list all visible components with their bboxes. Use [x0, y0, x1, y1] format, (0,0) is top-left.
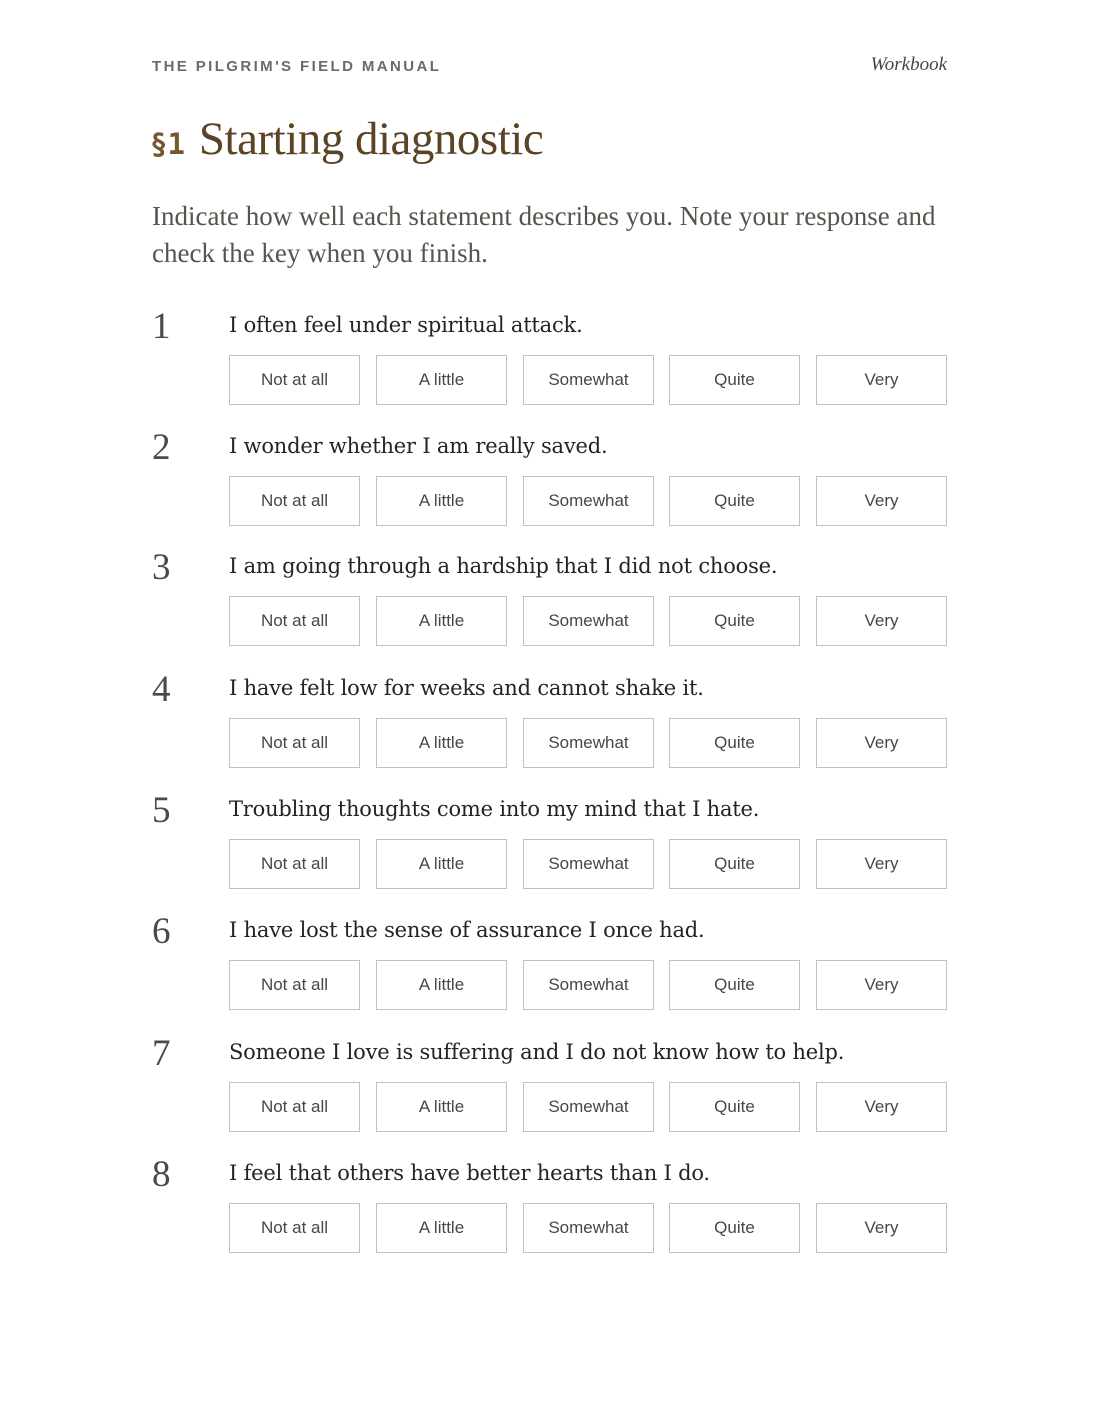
response-option-button[interactable]: Somewhat — [523, 596, 654, 646]
page-title: Starting diagnostic — [198, 113, 544, 165]
question-number: 5 — [152, 790, 171, 831]
response-options — [229, 839, 947, 889]
response-option-button[interactable]: Somewhat — [523, 960, 654, 1010]
response-option-button[interactable]: Not at all — [229, 596, 360, 646]
question-item — [152, 306, 952, 423]
response-option-button[interactable]: Not at all — [229, 355, 360, 405]
response-options — [229, 718, 947, 768]
response-option-button[interactable]: Somewhat — [523, 1203, 654, 1253]
response-option-button[interactable]: Not at all — [229, 476, 360, 526]
question-number: 4 — [152, 669, 171, 710]
question-item — [152, 1033, 952, 1150]
question-number: 1 — [152, 306, 171, 347]
response-option-button[interactable]: A little — [376, 355, 507, 405]
response-option-button[interactable]: Not at all — [229, 1082, 360, 1132]
response-option-button[interactable]: Very — [816, 960, 947, 1010]
page-header — [152, 56, 947, 80]
question-number: 3 — [152, 547, 171, 588]
instructions: Indicate how well each statement describes you. Note your response and check the key when you finish. — [152, 201, 936, 268]
question-item — [152, 547, 952, 664]
response-option-button[interactable]: Somewhat — [523, 1082, 654, 1132]
question-item — [152, 911, 952, 1028]
response-option-button[interactable]: Not at all — [229, 718, 360, 768]
response-option-button[interactable]: Somewhat — [523, 839, 654, 889]
response-option-button[interactable]: A little — [376, 960, 507, 1010]
question-text: I often feel under spiritual attack. — [229, 313, 583, 337]
response-option-button[interactable]: Somewhat — [523, 476, 654, 526]
response-option-button[interactable]: Very — [816, 476, 947, 526]
response-option-button[interactable]: Quite — [669, 355, 800, 405]
response-option-button[interactable]: Very — [816, 718, 947, 768]
response-options — [229, 596, 947, 646]
response-option-button[interactable]: A little — [376, 596, 507, 646]
response-option-button[interactable]: Not at all — [229, 1203, 360, 1253]
manual-title: THE PILGRIM'S FIELD MANUAL — [152, 58, 442, 75]
question-number: 2 — [152, 427, 171, 468]
response-option-button[interactable]: Somewhat — [523, 355, 654, 405]
response-option-button[interactable]: A little — [376, 476, 507, 526]
response-options — [229, 355, 947, 405]
response-option-button[interactable]: Quite — [669, 960, 800, 1010]
response-option-button[interactable]: Quite — [669, 718, 800, 768]
response-option-button[interactable]: Very — [816, 596, 947, 646]
response-options — [229, 476, 947, 526]
response-option-button[interactable]: Very — [816, 839, 947, 889]
question-text: I have lost the sense of assurance I once had. — [229, 918, 705, 942]
response-option-button[interactable]: A little — [376, 1082, 507, 1132]
response-options — [229, 960, 947, 1010]
response-option-button[interactable]: Not at all — [229, 839, 360, 889]
response-option-button[interactable]: Very — [816, 355, 947, 405]
response-option-button[interactable]: Very — [816, 1082, 947, 1132]
response-option-button[interactable]: Quite — [669, 596, 800, 646]
response-options — [229, 1203, 947, 1253]
response-option-button[interactable]: A little — [376, 718, 507, 768]
question-text: I have felt low for weeks and cannot shake it. — [229, 676, 704, 700]
question-number: 7 — [152, 1033, 171, 1074]
section-number: §1 — [150, 127, 185, 161]
question-text: Troubling thoughts come into my mind that I hate. — [229, 797, 760, 821]
section-heading — [150, 112, 543, 172]
response-option-button[interactable]: A little — [376, 1203, 507, 1253]
question-text: I am going through a hardship that I did not choose. — [229, 554, 778, 578]
response-option-button[interactable]: Quite — [669, 839, 800, 889]
question-text: I wonder whether I am really saved. — [229, 434, 608, 458]
workbook-tag: Workbook — [870, 54, 947, 75]
question-text: I feel that others have better hearts than I do. — [229, 1161, 710, 1185]
response-option-button[interactable]: Quite — [669, 1082, 800, 1132]
response-option-button[interactable]: Quite — [669, 476, 800, 526]
question-number: 6 — [152, 911, 171, 952]
response-option-button[interactable]: Not at all — [229, 960, 360, 1010]
response-option-button[interactable]: Very — [816, 1203, 947, 1253]
question-number: 8 — [152, 1154, 171, 1195]
question-text: Someone I love is suffering and I do not know how to help. — [229, 1040, 845, 1064]
response-option-button[interactable]: A little — [376, 839, 507, 889]
response-options — [229, 1082, 947, 1132]
question-item — [152, 427, 952, 544]
response-option-button[interactable]: Quite — [669, 1203, 800, 1253]
question-item — [152, 1154, 952, 1271]
response-option-button[interactable]: Somewhat — [523, 718, 654, 768]
question-item — [152, 669, 952, 786]
question-item — [152, 790, 952, 907]
